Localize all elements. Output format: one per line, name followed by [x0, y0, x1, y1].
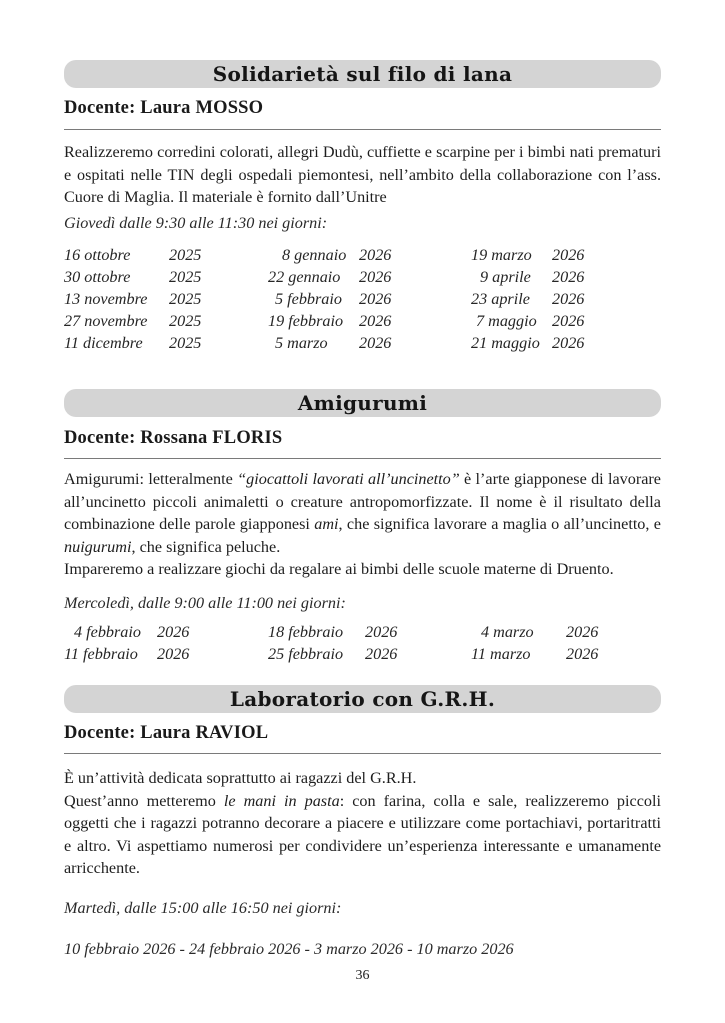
section-description — [64, 141, 661, 209]
section-description — [64, 767, 661, 880]
section-title-solidarieta: Solidarietà sul filo di lana — [64, 60, 661, 88]
description-text: Impareremo a realizzare giochi da regalare ai bimbi delle scuole materne di Druento. — [64, 560, 614, 578]
date-grid — [64, 244, 661, 354]
teacher-name: Docente: Laura RAVIOL — [64, 723, 269, 743]
date-row: 13 novembre 2025 5 febbraio 2026 23 aprile 2026 — [64, 290, 585, 308]
date-row: 11 febbraio 2026 25 febbraio 2026 11 marzo 2026 — [64, 645, 599, 663]
section-description — [64, 468, 661, 581]
divider-rule — [64, 129, 661, 130]
divider-rule — [64, 458, 661, 459]
date-row: 11 dicembre 2025 5 marzo 2026 21 maggio 2026 — [64, 334, 585, 352]
teacher-name: Docente: Laura MOSSO — [64, 98, 264, 118]
section-title-amigurumi: Amigurumi — [64, 389, 661, 417]
date-row: 4 febbraio 2026 18 febbraio 2026 4 marzo 2026 — [74, 623, 599, 641]
section-title-laboratorio-grh: Laboratorio con G.R.H. — [64, 685, 661, 713]
description-text: È un’attività dedicata soprattutto ai ragazzi del G.R.H. — [64, 769, 417, 787]
description-text: Amigurumi: letteralmente “giocattoli lavorati all’uncinetto” è l’arte giapponese di lavorare all’uncinetto piccoli animaletti o creature antropomorfizzate. Il nome è il risultato della combinazione delle parole giapponesi ami, che significa lavorare a maglia o all’uncinetto, e nuigurumi, che significa peluche. — [64, 470, 661, 556]
divider-rule — [64, 753, 661, 754]
date-row: 16 ottobre 2025 8 gennaio 2026 19 marzo 2026 — [64, 246, 585, 264]
description-text: Quest’anno metteremo le mani in pasta: con farina, colla e sale, realizzeremo piccoli oggetti che i ragazzi potranno decorare a piacere e utilizzare come portachiavi, portaritratti e altro. Vi aspettiamo numerosi per condividere un’esperienza interessante e umanamente arricchente. — [64, 791, 661, 877]
schedule-text: Martedì, dalle 15:00 alle 16:50 nei giorni: — [64, 899, 342, 917]
page-number: 36 — [355, 968, 370, 983]
date-grid — [64, 621, 661, 665]
description-text: Realizzeremo corredini colorati, allegri Dudù, cuffiette e scarpine per i bimbi nati prematuri e ospitati nelle TIN degli ospedali piemontesi, nell’ambito della collaborazione con l’ass. Cuore di Maglia. Il materiale è fornito dall’Unitre — [64, 143, 661, 206]
schedule-text: Mercoledì, dalle 9:00 alle 11:00 nei giorni: — [64, 594, 346, 612]
dates-line: 10 febbraio 2026 - 24 febbraio 2026 - 3 marzo 2026 - 10 marzo 2026 — [64, 940, 514, 958]
date-row: 30 ottobre 2025 22 gennaio 2026 9 aprile 2026 — [64, 268, 585, 286]
schedule-text: Giovedì dalle 9:30 alle 11:30 nei giorni: — [64, 214, 328, 232]
teacher-name: Docente: Rossana FLORIS — [64, 428, 283, 448]
date-row: 27 novembre 2025 19 febbraio 2026 7 maggio 2026 — [64, 312, 585, 330]
